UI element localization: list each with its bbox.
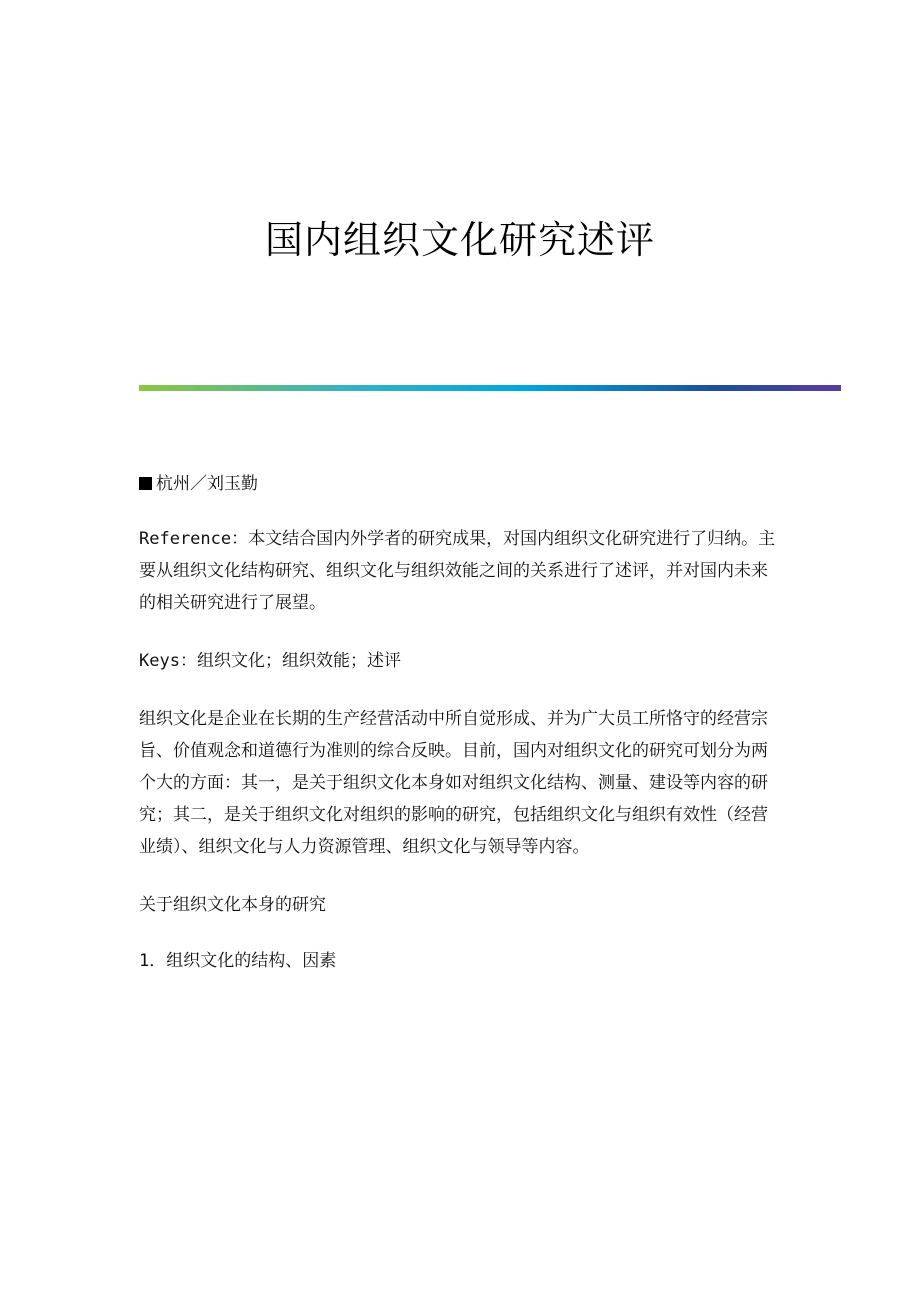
author-text: 杭州／刘玉勤 xyxy=(156,474,258,494)
abstract-label: Reference： xyxy=(139,529,249,549)
author-line xyxy=(139,468,779,500)
abstract-text: 本文结合国内外学者的研究成果，对国内组织文化研究进行了归纳。主要从组织文化结构研究、组织文化与组织效能之间的关系进行了述评，并对国内未来的相关研究进行了展望。 xyxy=(139,529,776,613)
section-heading: 关于组织文化本身的研究 xyxy=(139,895,326,915)
document-body xyxy=(139,468,779,1003)
subsection-heading: 1．组织文化的结构、因素 xyxy=(139,951,337,971)
intro-paragraph: 组织文化是企业在长期的生产经营活动中所自觉形成、并为广大员工所恪守的经营宗旨、价值观念和道德行为准则的综合反映。目前，国内对组织文化的研究可划分为两个大的方面：其一，是关于组织文化本身如对组织文化结构、测量、建设等内容的研究；其二，是关于组织文化对组织的影响的研究，包括组织文化与组织有效性（经营业绩）、组织文化与人力资源管理、组织文化与领导等内容。 xyxy=(139,709,768,857)
keywords-paragraph xyxy=(139,645,779,677)
document-title: 国内组织文化研究述评 xyxy=(264,218,655,262)
black-square-icon xyxy=(139,477,152,490)
abstract-paragraph xyxy=(139,523,779,619)
keywords-label: Keys： xyxy=(139,651,197,671)
title-divider-rule xyxy=(139,385,841,391)
keywords-text: 组织文化；组织效能；述评 xyxy=(196,651,401,671)
